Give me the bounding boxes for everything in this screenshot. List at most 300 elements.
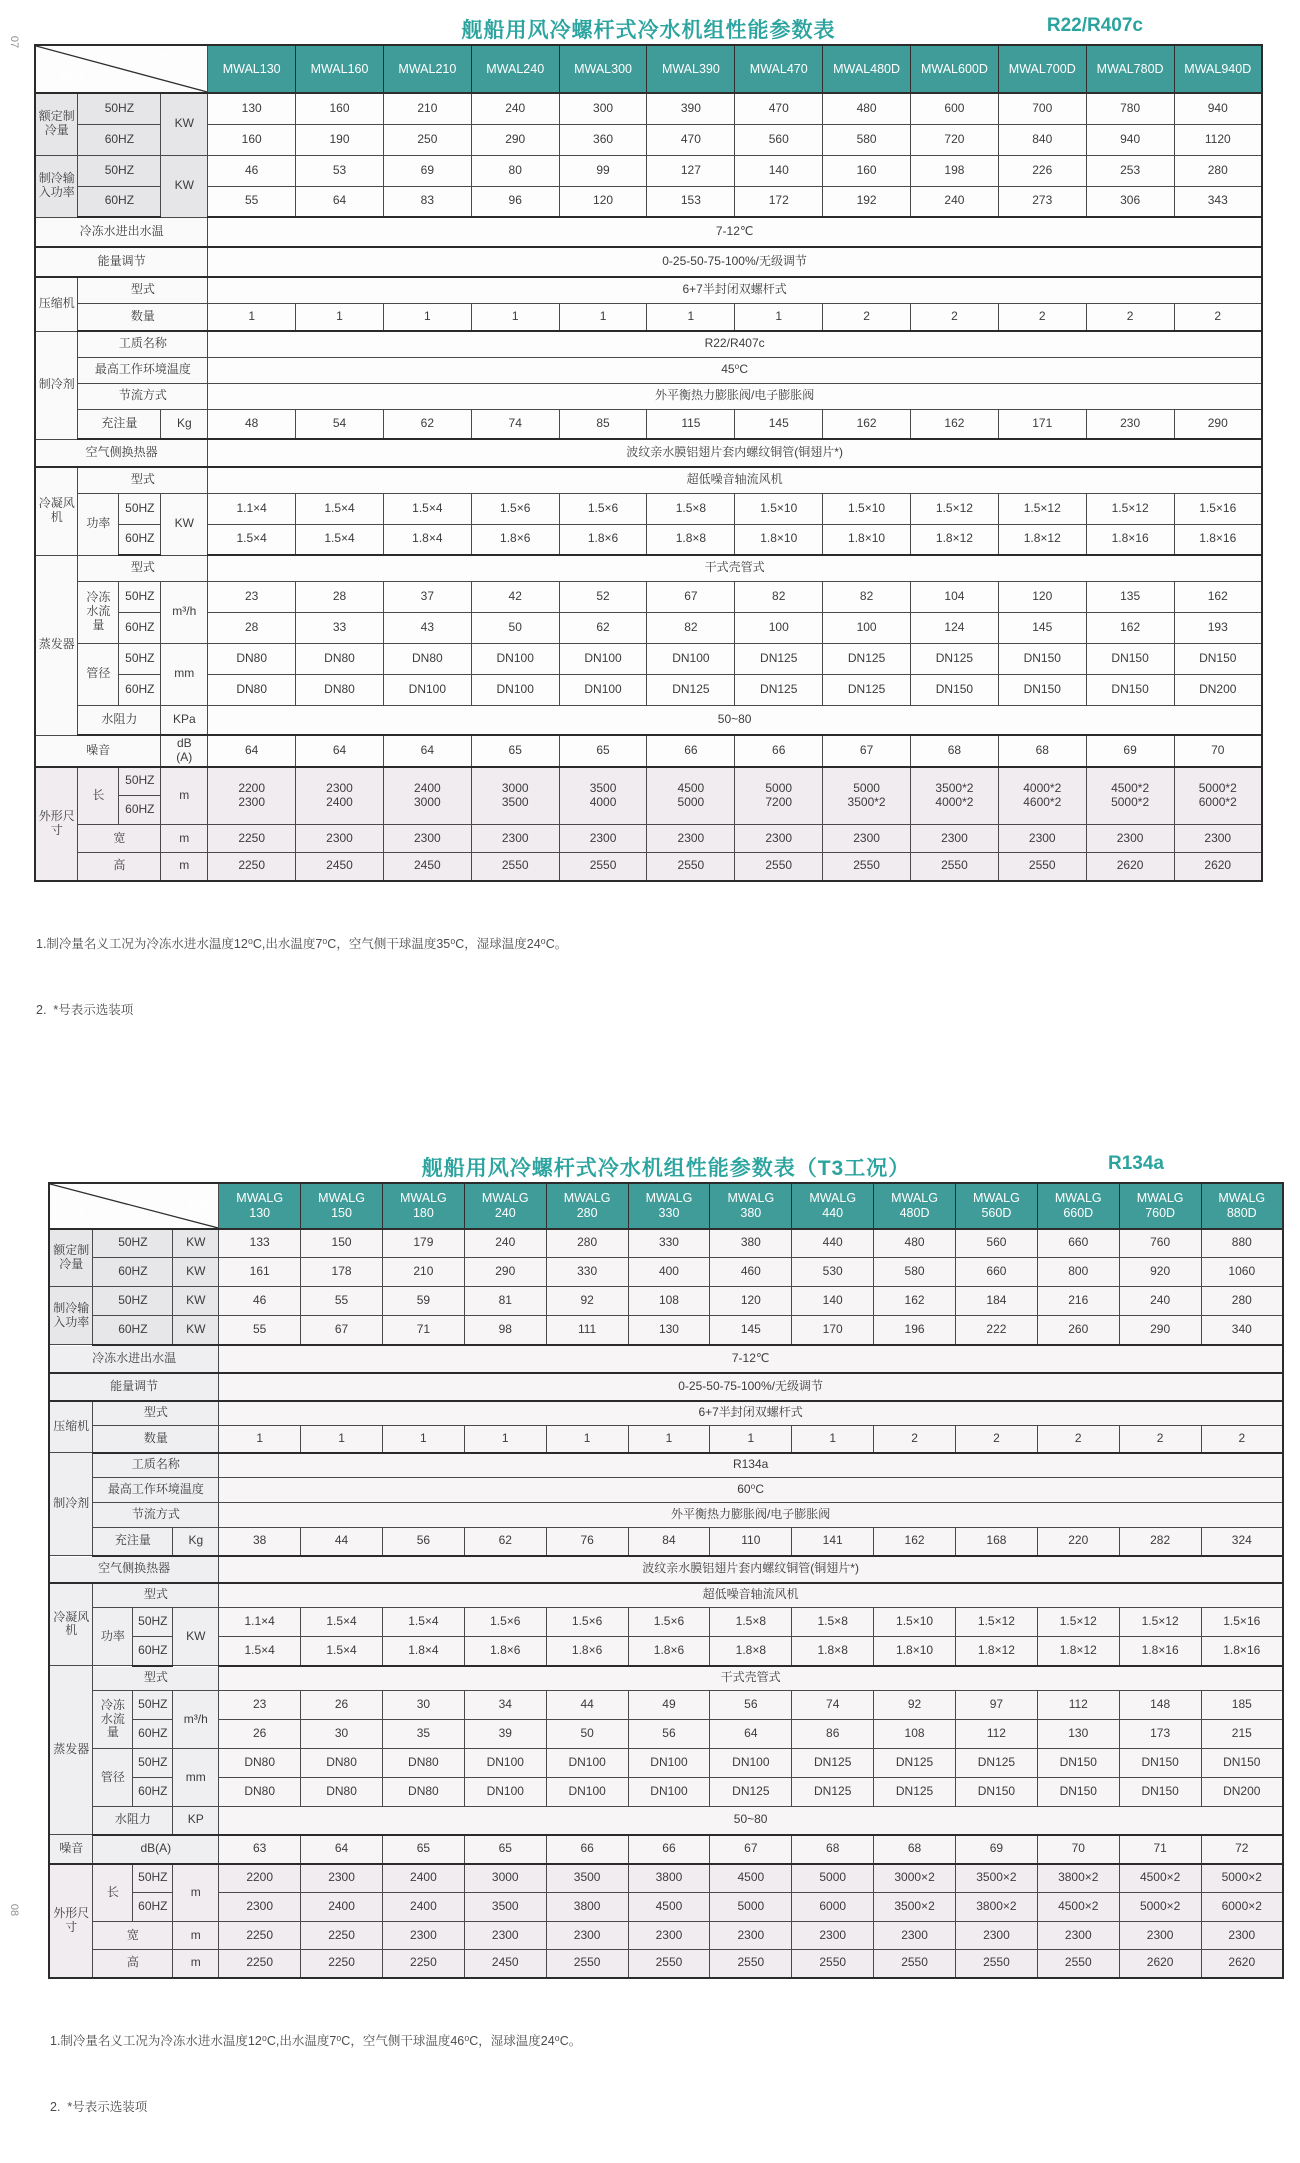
value-cell: DN125	[792, 1749, 874, 1778]
value-cell: 2550	[911, 853, 999, 881]
value-cell: 55	[208, 186, 296, 217]
value-cell: 2450	[296, 853, 384, 881]
value-cell: 100	[735, 612, 823, 643]
value-cell: 68	[792, 1835, 874, 1864]
value-cell: DN100	[471, 674, 559, 705]
value-cell: 168	[955, 1528, 1037, 1556]
model-header-cell: MWAL240	[471, 45, 559, 93]
value-cell: 660	[955, 1258, 1037, 1287]
value-cell: 80	[471, 155, 559, 186]
value-cell: 1.5×12	[911, 493, 999, 524]
unit-label-cell: KW	[173, 1258, 219, 1287]
row-label-cell: 功率	[93, 1608, 133, 1666]
value-cell: 240	[911, 186, 999, 217]
value-cell: 2400	[382, 1893, 464, 1922]
value-cell: DN150	[1119, 1749, 1201, 1778]
value-cell: 62	[464, 1528, 546, 1556]
model-header-cell: MWAL480D	[823, 45, 911, 93]
value-cell: 1	[219, 1426, 301, 1453]
value-cell: 1.5×16	[1201, 1608, 1283, 1637]
value-cell: 4500×2	[1037, 1893, 1119, 1922]
value-cell: 2300	[1174, 825, 1262, 853]
value-cell: 1.8×16	[1086, 524, 1174, 555]
value-cell: 112	[1037, 1691, 1119, 1720]
value-cell: 2200	[219, 1864, 301, 1893]
value-cell: DN125	[710, 1778, 792, 1807]
value-cell: 178	[301, 1258, 383, 1287]
value-cell: 1	[792, 1426, 874, 1453]
value-cell: DN100	[559, 674, 647, 705]
value-cell: DN125	[735, 643, 823, 674]
value-cell: 940	[1086, 124, 1174, 155]
value-cell: DN80	[382, 1778, 464, 1807]
value-cell: DN100	[464, 1778, 546, 1807]
value-cell: 82	[647, 612, 735, 643]
value-cell: DN100	[471, 643, 559, 674]
value-cell: 超低噪音轴流风机	[208, 467, 1262, 493]
value-cell: 2620	[1201, 1950, 1283, 1978]
value-cell: 83	[383, 186, 471, 217]
row-label-cell: 60HZ	[133, 1893, 173, 1922]
value-cell: 1	[628, 1426, 710, 1453]
value-cell: 880	[1201, 1229, 1283, 1258]
row-label-cell: 长	[78, 767, 119, 825]
value-cell: DN80	[208, 643, 296, 674]
value-cell: 480	[874, 1229, 956, 1258]
value-cell: 1.5×12	[1119, 1608, 1201, 1637]
value-cell: DN100	[559, 643, 647, 674]
value-cell: 1.5×10	[874, 1608, 956, 1637]
footnote-line: 1.制冷量名义工况为冷冻水进水温度12⁰C,出水温度7⁰C，空气侧干球温度35⁰C，湿球温度24⁰C。	[36, 937, 568, 952]
row-label-cell: 宽	[78, 825, 161, 853]
value-cell: 1.5×12	[1037, 1608, 1119, 1637]
value-cell: 99	[559, 155, 647, 186]
value-cell: 780	[1086, 93, 1174, 124]
value-cell: 179	[382, 1229, 464, 1258]
spec-table-r134a	[48, 1182, 1284, 1979]
value-cell: 33	[296, 612, 384, 643]
value-cell: 172	[735, 186, 823, 217]
value-cell: 62	[559, 612, 647, 643]
value-cell: 1.8×16	[1174, 524, 1262, 555]
row-label-cell: 冷冻水进出水温	[49, 1345, 219, 1373]
value-cell: 940	[1174, 93, 1262, 124]
model-header-cell: MWALG 240	[464, 1183, 546, 1229]
value-cell: 66	[735, 735, 823, 767]
row-label-cell: 能量调节	[35, 247, 208, 277]
row-label-cell: 60HZ	[78, 186, 161, 217]
value-cell: 71	[1119, 1835, 1201, 1864]
row-label-cell: 型式	[78, 277, 208, 303]
value-cell: DN80	[296, 643, 384, 674]
value-cell: 2200 2300	[208, 767, 296, 825]
value-cell: 1.5×6	[464, 1608, 546, 1637]
value-cell: 1.8×6	[559, 524, 647, 555]
row-label-cell: 50HZ	[133, 1864, 173, 1893]
value-cell: 38	[219, 1528, 301, 1556]
value-cell: 1.5×4	[208, 524, 296, 555]
footnote-line: 2. *号表示选装项	[50, 2099, 148, 2114]
value-cell: DN125	[823, 643, 911, 674]
value-cell: 65	[382, 1835, 464, 1864]
value-cell: 1.8×12	[911, 524, 999, 555]
value-cell: DN125	[823, 674, 911, 705]
value-cell: 50	[471, 612, 559, 643]
row-label-cell: 高	[78, 853, 161, 881]
value-cell: 580	[874, 1258, 956, 1287]
value-cell: 44	[301, 1528, 383, 1556]
value-cell: 56	[628, 1720, 710, 1749]
value-cell: 1	[296, 303, 384, 331]
group-label-cell: 外形尺寸	[35, 767, 78, 881]
group-label-cell: 压缩机	[49, 1401, 93, 1453]
group-label-cell: 制冷剂	[49, 1453, 93, 1556]
value-cell: 2250	[219, 1950, 301, 1978]
value-cell: 2400 3000	[383, 767, 471, 825]
value-cell: DN125	[911, 643, 999, 674]
unit-label-cell: mm	[161, 643, 208, 705]
value-cell: 700	[998, 93, 1086, 124]
group-label-cell: 冷凝风机	[35, 467, 78, 555]
value-cell: 64	[296, 735, 384, 767]
value-cell: 1.8×16	[1201, 1637, 1283, 1666]
value-cell: 3500 4000	[559, 767, 647, 825]
row-label-cell: 能量调节	[49, 1373, 219, 1401]
row-label-cell: 60HZ	[119, 524, 161, 555]
value-cell: 530	[792, 1258, 874, 1287]
value-cell: 66	[647, 735, 735, 767]
value-cell: 343	[1174, 186, 1262, 217]
value-cell: 2	[955, 1426, 1037, 1453]
value-cell: 222	[955, 1316, 1037, 1345]
unit-label-cell: m	[161, 825, 208, 853]
value-cell: 4000*2 4600*2	[998, 767, 1086, 825]
value-cell: 67	[710, 1835, 792, 1864]
page-number-top: 07	[8, 35, 21, 49]
value-cell: 130	[1037, 1720, 1119, 1749]
model-header-cell: MWALG 560D	[955, 1183, 1037, 1229]
value-cell: 120	[998, 581, 1086, 612]
value-cell: 1.8×10	[823, 524, 911, 555]
row-label-cell: 最高工作环境温度	[78, 357, 208, 383]
value-cell: 340	[1201, 1316, 1283, 1345]
model-header-cell: MWALG 130	[219, 1183, 301, 1229]
value-cell: 1.8×8	[792, 1637, 874, 1666]
value-cell: 3800×2	[1037, 1864, 1119, 1893]
value-cell: 280	[1174, 155, 1262, 186]
model-header-cell: MWAL390	[647, 45, 735, 93]
row-label-cell: 型式	[93, 1401, 219, 1426]
value-cell: 98	[464, 1316, 546, 1345]
value-cell: 1.1×4	[208, 493, 296, 524]
value-cell: 760	[1119, 1229, 1201, 1258]
unit-label-cell: m	[173, 1864, 219, 1922]
value-cell: 1.8×6	[471, 524, 559, 555]
value-cell: 5000×2	[1201, 1864, 1283, 1893]
value-cell: 39	[464, 1720, 546, 1749]
value-cell: 230	[1086, 409, 1174, 439]
table1-title: 舰船用风冷螺杆式冷水机组性能参数表	[461, 19, 836, 42]
value-cell: 6+7半封闭双螺杆式	[208, 277, 1262, 303]
value-cell: 840	[998, 124, 1086, 155]
value-cell: 1.8×10	[874, 1637, 956, 1666]
value-cell: 290	[1119, 1316, 1201, 1345]
value-cell: DN80	[382, 1749, 464, 1778]
value-cell: 162	[1174, 581, 1262, 612]
value-cell: 37	[383, 581, 471, 612]
value-cell: 1.8×10	[735, 524, 823, 555]
value-cell: 150	[301, 1229, 383, 1258]
value-cell: 440	[792, 1229, 874, 1258]
row-label-cell: 节流方式	[78, 383, 208, 409]
value-cell: 70	[1037, 1835, 1119, 1864]
value-cell: 2250	[208, 825, 296, 853]
value-cell: 26	[301, 1691, 383, 1720]
group-label-cell: 冷凝风机	[49, 1583, 93, 1666]
value-cell: 2550	[559, 853, 647, 881]
value-cell: 6+7半封闭双螺杆式	[219, 1401, 1283, 1426]
value-cell: 72	[1201, 1835, 1283, 1864]
value-cell: 2450	[464, 1950, 546, 1978]
value-cell: 145	[735, 409, 823, 439]
value-cell: 148	[1119, 1691, 1201, 1720]
value-cell: 1.5×10	[823, 493, 911, 524]
value-cell: 1.5×4	[219, 1637, 301, 1666]
row-label-cell: 60HZ	[133, 1778, 173, 1807]
value-cell: 2	[1086, 303, 1174, 331]
value-cell: 92	[874, 1691, 956, 1720]
value-cell: 160	[208, 124, 296, 155]
value-cell: 23	[219, 1691, 301, 1720]
value-cell: 6000	[792, 1893, 874, 1922]
value-cell: 2300	[998, 825, 1086, 853]
value-cell: DN100	[710, 1749, 792, 1778]
value-cell: 192	[823, 186, 911, 217]
value-cell: 324	[1201, 1528, 1283, 1556]
value-cell: 64	[710, 1720, 792, 1749]
table2-titlebar	[48, 1152, 1284, 1182]
value-cell: 2300	[559, 825, 647, 853]
value-cell: 1.5×12	[955, 1608, 1037, 1637]
value-cell: 226	[998, 155, 1086, 186]
value-cell: 65	[559, 735, 647, 767]
row-label-cell: 工质名称	[78, 331, 208, 357]
row-label-cell: 60HZ	[133, 1720, 173, 1749]
corner-model-label: 型号	[160, 52, 186, 66]
group-label-cell: 制冷输入功率	[49, 1287, 93, 1345]
row-label-cell: 充注量	[78, 409, 161, 439]
table2-title: 舰船用风冷螺杆式冷水机组性能参数表（T3工况）	[421, 1156, 911, 1180]
row-label-cell: 功率	[78, 493, 119, 555]
row-label-cell: 型式	[78, 467, 208, 493]
unit-label-cell: m	[173, 1922, 219, 1950]
value-cell: 66	[546, 1835, 628, 1864]
value-cell: DN100	[546, 1749, 628, 1778]
value-cell: DN80	[301, 1778, 383, 1807]
value-cell: 2620	[1086, 853, 1174, 881]
model-header-cell: MWALG 880D	[1201, 1183, 1283, 1229]
value-cell: 5000	[792, 1864, 874, 1893]
value-cell: 660	[1037, 1229, 1119, 1258]
value-cell: 1	[382, 1426, 464, 1453]
value-cell: 280	[546, 1229, 628, 1258]
group-label-cell: 外形尺寸	[49, 1864, 93, 1978]
value-cell: 5000×2	[1119, 1893, 1201, 1922]
value-cell: 1.1×4	[219, 1608, 301, 1637]
value-cell: 104	[911, 581, 999, 612]
value-cell: 外平衡热力膨胀阀/电子膨胀阀	[208, 383, 1262, 409]
value-cell: 1	[647, 303, 735, 331]
value-cell: 30	[382, 1691, 464, 1720]
model-header-cell: MWALG 330	[628, 1183, 710, 1229]
model-header-cell: MWALG 180	[382, 1183, 464, 1229]
value-cell: 560	[735, 124, 823, 155]
value-cell: 2300	[219, 1893, 301, 1922]
value-cell: 198	[911, 155, 999, 186]
row-label-cell: 60HZ	[119, 612, 161, 643]
value-cell: 1.5×4	[382, 1608, 464, 1637]
model-header-cell: MWAL300	[559, 45, 647, 93]
unit-label-cell: m³/h	[161, 581, 208, 643]
model-header-cell: MWALG 280	[546, 1183, 628, 1229]
row-label-cell: 管径	[78, 643, 119, 705]
value-cell: 2300	[464, 1922, 546, 1950]
value-cell: DN150	[998, 674, 1086, 705]
value-cell: 140	[735, 155, 823, 186]
value-cell: 115	[647, 409, 735, 439]
value-cell: 216	[1037, 1287, 1119, 1316]
value-cell: 5000 7200	[735, 767, 823, 825]
value-cell: 290	[1174, 409, 1262, 439]
value-cell: 7-12℃	[208, 217, 1262, 247]
value-cell: 7-12℃	[219, 1345, 1283, 1373]
value-cell: 波纹亲水膜铝翅片套内螺纹铜管(铜翅片*)	[219, 1556, 1283, 1583]
value-cell: 560	[955, 1229, 1037, 1258]
value-cell: DN150	[1037, 1749, 1119, 1778]
value-cell: DN200	[1201, 1778, 1283, 1807]
value-cell: 48	[208, 409, 296, 439]
value-cell: 1.5×8	[710, 1608, 792, 1637]
value-cell: 1.8×8	[647, 524, 735, 555]
value-cell: 1.8×6	[546, 1637, 628, 1666]
value-cell: 5000 3500*2	[823, 767, 911, 825]
value-cell: DN150	[1174, 643, 1262, 674]
value-cell: 220	[1037, 1528, 1119, 1556]
value-cell: 133	[219, 1229, 301, 1258]
value-cell: 3800×2	[955, 1893, 1037, 1922]
value-cell: DN150	[1086, 674, 1174, 705]
value-cell: 280	[1201, 1287, 1283, 1316]
value-cell: 196	[874, 1316, 956, 1345]
value-cell: 1	[735, 303, 823, 331]
value-cell: 82	[823, 581, 911, 612]
value-cell: 1.8×4	[382, 1637, 464, 1666]
value-cell: 2300	[1119, 1922, 1201, 1950]
value-cell: DN150	[1037, 1778, 1119, 1807]
row-label-cell: 50HZ	[119, 767, 161, 796]
value-cell: 49	[628, 1691, 710, 1720]
value-cell: 70	[1174, 735, 1262, 767]
value-cell: 185	[1201, 1691, 1283, 1720]
row-label-cell: 冷冻水进出水温	[35, 217, 208, 247]
value-cell: 3500	[546, 1864, 628, 1893]
value-cell: 68	[911, 735, 999, 767]
row-label-cell: 空气侧换热器	[35, 439, 208, 467]
row-label-cell: 节流方式	[93, 1503, 219, 1528]
value-cell: 74	[792, 1691, 874, 1720]
value-cell: 1060	[1201, 1258, 1283, 1287]
row-label-cell: 工质名称	[93, 1453, 219, 1478]
value-cell: 2620	[1174, 853, 1262, 881]
value-cell: 170	[792, 1316, 874, 1345]
unit-label-cell: m³/h	[173, 1691, 219, 1749]
value-cell: 1.5×8	[792, 1608, 874, 1637]
value-cell: 210	[383, 93, 471, 124]
corner-item-label: 项目	[60, 70, 86, 85]
value-cell: 64	[208, 735, 296, 767]
value-cell: 110	[710, 1528, 792, 1556]
model-header-cell: MWAL700D	[998, 45, 1086, 93]
value-cell: DN150	[998, 643, 1086, 674]
value-cell: 330	[628, 1229, 710, 1258]
value-cell: 1.8×12	[955, 1637, 1037, 1666]
value-cell: 1.5×4	[383, 493, 471, 524]
value-cell: DN80	[219, 1778, 301, 1807]
value-cell: 69	[955, 1835, 1037, 1864]
value-cell: 3500×2	[874, 1893, 956, 1922]
value-cell: 82	[735, 581, 823, 612]
value-cell: 干式壳管式	[208, 555, 1262, 581]
value-cell: DN100	[546, 1778, 628, 1807]
value-cell: 360	[559, 124, 647, 155]
row-label-cell: 50HZ	[93, 1287, 173, 1316]
value-cell: 1	[383, 303, 471, 331]
unit-label-cell: KPa	[161, 705, 208, 735]
value-cell: 193	[1174, 612, 1262, 643]
value-cell: 173	[1119, 1720, 1201, 1749]
model-header-cell: MWAL210	[383, 45, 471, 93]
value-cell: 42	[471, 581, 559, 612]
value-cell: 2250	[301, 1950, 383, 1978]
value-cell: 92	[546, 1287, 628, 1316]
table2-footnotes	[50, 1988, 1284, 2163]
value-cell: 2	[1174, 303, 1262, 331]
value-cell: 190	[296, 124, 384, 155]
value-cell: 波纹亲水膜铝翅片套内螺纹铜管(铜翅片*)	[208, 439, 1262, 467]
value-cell: 1.8×12	[1037, 1637, 1119, 1666]
value-cell: 112	[955, 1720, 1037, 1749]
unit-label-cell: KW	[161, 93, 208, 155]
value-cell: 60⁰C	[219, 1478, 1283, 1503]
value-cell: DN200	[1174, 674, 1262, 705]
value-cell: 2400	[382, 1864, 464, 1893]
value-cell: 3800	[546, 1893, 628, 1922]
value-cell: DN125	[792, 1778, 874, 1807]
value-cell: 1.5×4	[301, 1637, 383, 1666]
value-cell: 2300	[1086, 825, 1174, 853]
value-cell: 920	[1119, 1258, 1201, 1287]
value-cell: 124	[911, 612, 999, 643]
row-label-cell: 50HZ	[119, 581, 161, 612]
value-cell: 34	[464, 1691, 546, 1720]
value-cell: 100	[823, 612, 911, 643]
value-cell: 44	[546, 1691, 628, 1720]
value-cell: 1.5×6	[559, 493, 647, 524]
value-cell: 400	[628, 1258, 710, 1287]
value-cell: 210	[382, 1258, 464, 1287]
corner-diagonal-cell	[35, 45, 208, 93]
value-cell: 59	[382, 1287, 464, 1316]
